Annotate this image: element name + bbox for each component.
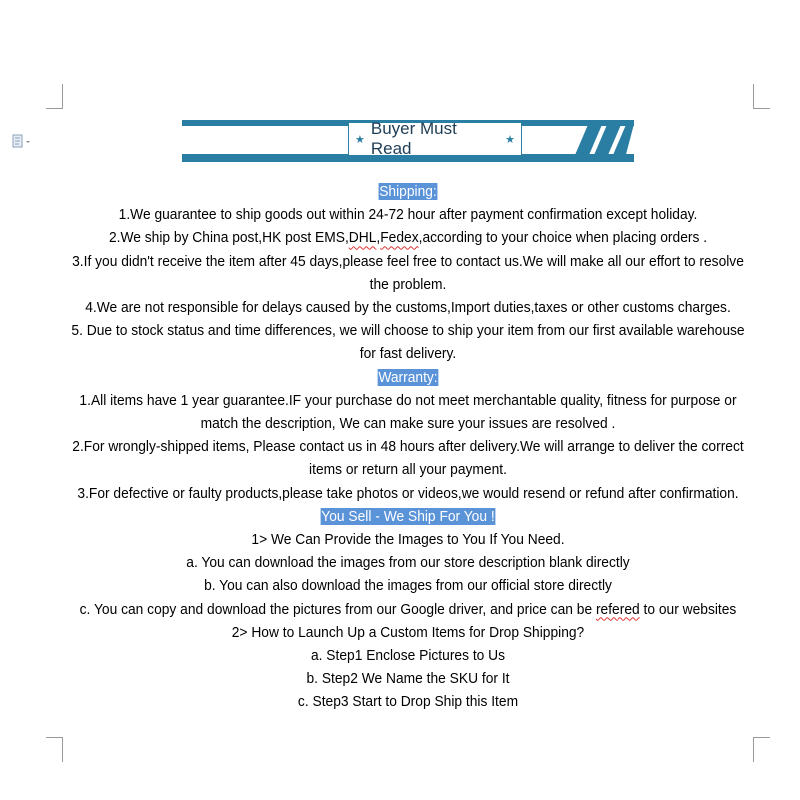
dropship-line-7: b. Step2 We Name the SKU for It [306, 670, 510, 688]
warranty-line-2: 2.For wrongly-shipped items, Please contact us in 48 hours after delivery.We will arrange to deliver the correct items or return all your payment. [72, 438, 744, 479]
shipping-line-5: 5. Due to stock status and time differences, we will choose to ship your item from our first available warehouse for fast delivery. [71, 322, 745, 363]
star-icon: ★ [505, 133, 515, 146]
dropship-line-8: c. Step3 Start to Drop Ship this Item [297, 693, 519, 711]
shipping-line-4: 4.We are not responsible for delays caused by the customs,Import duties,taxes or other customs charges. [85, 299, 731, 317]
dropship-line-3: b. You can also download the images from our official store directly [204, 577, 612, 595]
paste-options-icon[interactable] [12, 134, 32, 150]
shipping-line-1: 1.We guarantee to ship goods out within 24-72 hour after payment confirmation except holiday. [118, 206, 698, 224]
crop-mark-top-left [46, 84, 63, 109]
warranty-heading: Warranty: [378, 368, 438, 386]
crop-mark-top-right [753, 84, 770, 109]
document-body [69, 180, 746, 714]
dropship-line-2: a. You can download the images from our store description blank directly [186, 554, 630, 572]
star-icon: ★ [355, 133, 365, 146]
shipping-line-2: 2.We ship by China post,HK post EMS,DHL,Fedex,according to your choice when placing orders . [108, 229, 708, 247]
shipping-line-3: 3.If you didn't receive the item after 45 days,please feel free to contact us.We will make all our effort to resolve the problem. [72, 252, 744, 293]
dropship-line-6: a. Step1 Enclose Pictures to Us [310, 647, 506, 665]
dropship-line-5: 2> How to Launch Up a Custom Items for Drop Shipping? [231, 623, 585, 641]
shipping-heading: Shipping: [379, 183, 437, 200]
warranty-line-1: 1.All items have 1 year guarantee.IF your purchase do not meet merchantable quality, fitness for purpose or match the description, We can make sure your issues are resolved . [79, 391, 737, 433]
banner-title-box [348, 119, 522, 158]
dropship-heading: You Sell - We Ship For You ! [321, 507, 495, 525]
crop-mark-bottom-left [46, 737, 63, 762]
banner-title: Buyer Must Read [370, 119, 457, 158]
dropship-line-1: 1> We Can Provide the Images to You If You Need. [251, 531, 565, 549]
buyer-must-read-banner [182, 120, 634, 162]
crop-mark-bottom-right [753, 737, 770, 762]
warranty-line-3: 3.For defective or faulty products,please take photos or videos,we would resend or refund after confirmation. [77, 484, 739, 502]
dropship-line-4: c. You can copy and download the pictures from our Google driver, and price can be refered to our websites [79, 600, 737, 618]
